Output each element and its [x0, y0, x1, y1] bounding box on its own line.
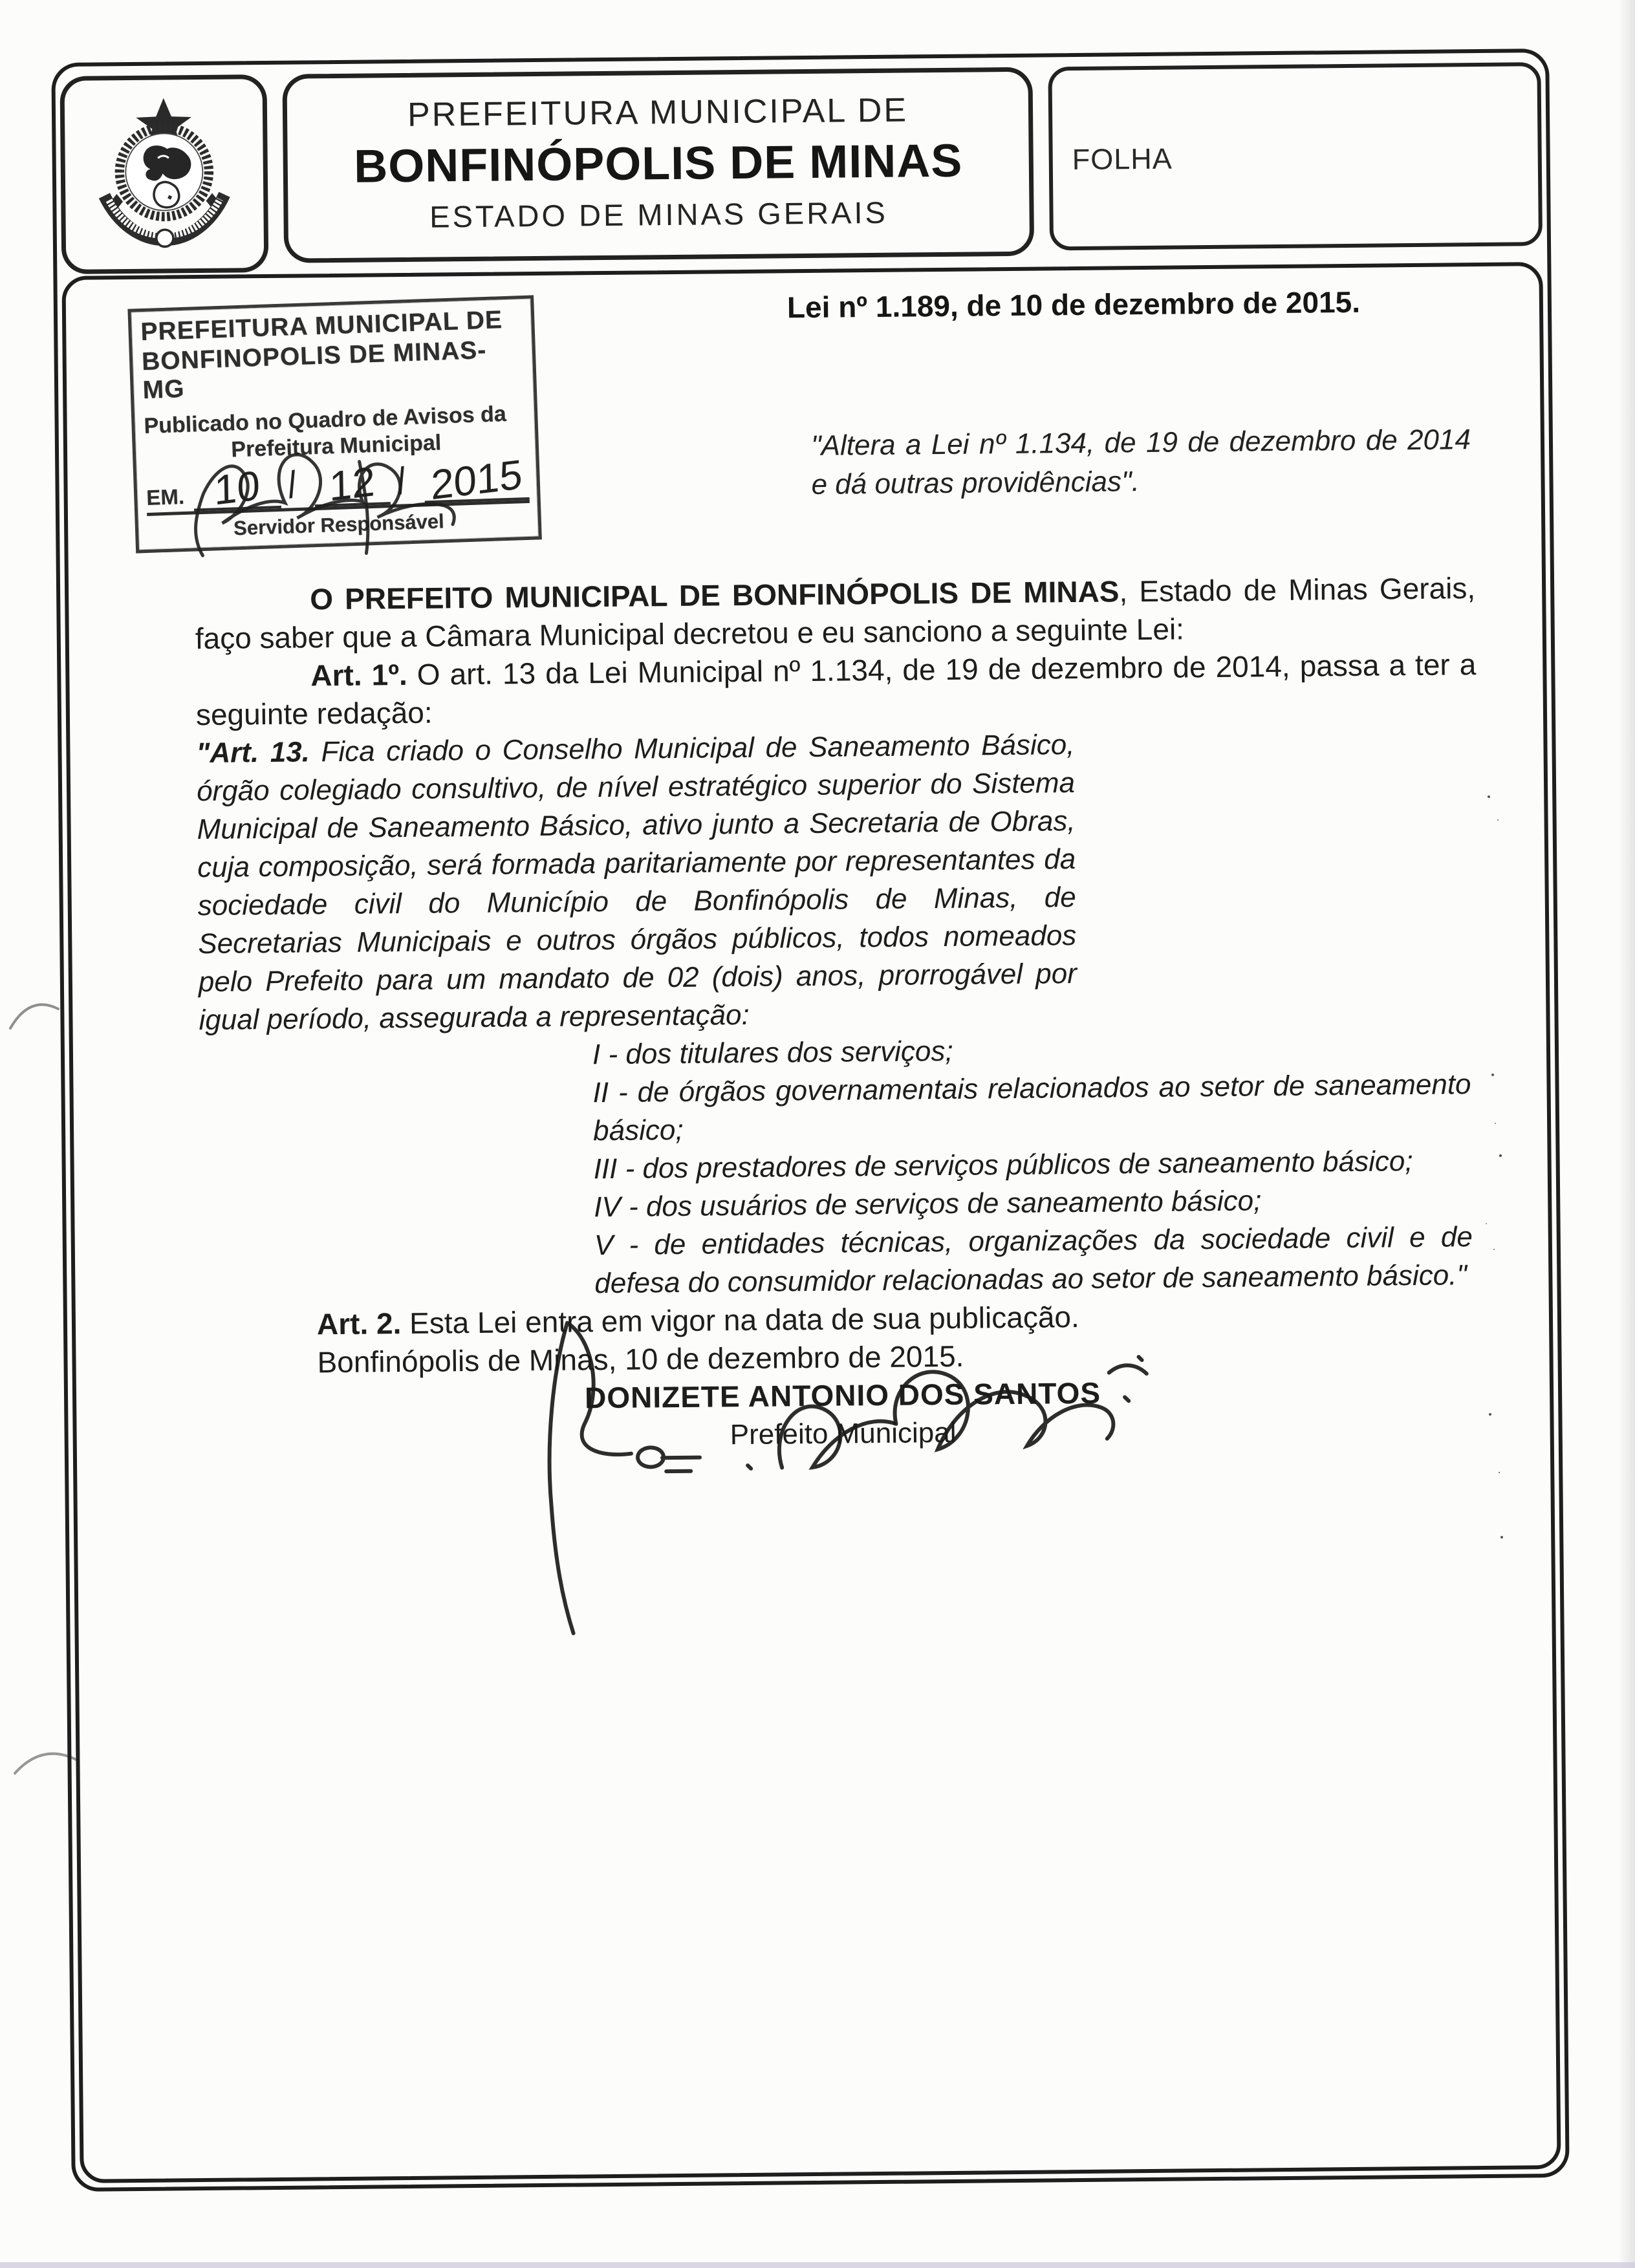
article-2-text: Esta Lei entra em vigor na data de sua publicação. — [401, 1300, 1079, 1341]
letterhead — [60, 62, 1543, 268]
letterhead-line1: PREFEITURA MUNICIPAL DE — [407, 91, 909, 134]
folha-label: FOLHA — [1072, 142, 1173, 177]
margin-curve-mark — [8, 991, 66, 1036]
item-IV: IV - dos usuários de serviços de saneamento básico; — [594, 1185, 1262, 1224]
stamp-line1: PREFEITURA MUNICIPAL DE — [140, 306, 503, 347]
folha-box — [1048, 62, 1543, 250]
stamp-line4: Prefeitura Municipal — [230, 430, 442, 462]
stamp-line2: BONFINOPOLIS DE MINAS-MG — [141, 336, 487, 405]
article-13-items — [592, 1027, 1473, 1302]
handwritten-day: 10 — [213, 461, 261, 514]
scan-edge-shading — [1618, 0, 1635, 2268]
handwritten-year: 2015 — [430, 450, 523, 509]
stamp-role-label: Servidor Responsável — [147, 500, 531, 550]
item-V: V - de entidades técnicas, organizações da sociedade civil e de defesa do consumidor relacionadas ao setor de saneamento básico." — [594, 1221, 1473, 1300]
article-1-label: Art. 1º. — [310, 657, 408, 693]
signer-name: DONIZETE ANTONIO DOS SANTOS — [584, 1376, 1101, 1415]
scan-bottom-line — [0, 2262, 1635, 2268]
article-13-quote — [196, 726, 1077, 1039]
stamp-line3: Publicado no Quadro de Avisos da — [143, 401, 507, 439]
signer-role: Prefeito Municipal — [730, 1416, 957, 1451]
handwritten-slash: / — [283, 463, 301, 507]
stamp-date-year-field — [423, 450, 530, 509]
place-and-date-line: Bonfinópolis de Minas, 10 de dezembro de 2015. — [317, 1339, 964, 1379]
coat-of-arms-icon — [86, 92, 243, 255]
law-body — [195, 569, 1484, 1459]
article-1-text: O art. 13 da Lei Municipal nº 1.134, de 19 de dezembro de 2014, passa a ter a seguinte redação: — [195, 647, 1477, 732]
handwritten-month: 12 — [329, 457, 376, 510]
stamp-date-month-field — [314, 457, 391, 510]
item-III: III - dos prestadores de serviços públicos de saneamento básico; — [593, 1145, 1413, 1185]
stamp-date-label: EM. — [146, 484, 185, 510]
article-1-paragraph — [195, 645, 1477, 734]
preamble-paragraph — [195, 569, 1476, 658]
item-II: II - de órgãos governamentais relacionados ao setor de saneamento básico; — [592, 1068, 1471, 1147]
page-inner-border — [61, 262, 1561, 2183]
municipal-coat-of-arms-box — [60, 74, 268, 274]
handwritten-slash: / — [393, 459, 411, 503]
publication-stamp — [127, 295, 541, 553]
article-13-label: "Art. 13. — [196, 736, 310, 770]
article-2-label: Art. 2. — [316, 1306, 402, 1341]
item-I: I - dos titulares dos serviços; — [592, 1035, 953, 1071]
stamp-date-day-field — [193, 461, 281, 514]
document-sheet — [51, 49, 1569, 2192]
article-13-text: Fica criado o Conselho Municipal de Saneamento Básico, órgão colegiado consultivo, de nível estratégico superior do Sistema Municipal de Saneamento Básico, ativo junto a Secretaria de Obras, cuja composição, será formada paritariamente por representantes da sociedade civil do Município de Bonfinópolis de Minas, de Secretarias Municipais e outros órgãos públicos, todos nomeados pelo Prefeito para um mandato de 02 (dois) anos, prorrogável por igual período, assegurada a representação: — [196, 729, 1077, 1037]
letterhead-title-box — [282, 67, 1034, 263]
law-title: Lei nº 1.189, de 10 de dezembro de 2015. — [786, 285, 1361, 325]
preamble-bold: O PREFEITO MUNICIPAL DE BONFINÓPOLIS DE MINAS — [309, 574, 1120, 616]
letterhead-municipality-name: BONFINÓPOLIS DE MINAS — [353, 135, 963, 193]
law-epigraph: "Altera a Lei nº 1.134, de 19 de dezembro de 2014 e dá outras providências". — [810, 424, 1471, 501]
letterhead-state-line: ESTADO DE MINAS GERAIS — [429, 195, 889, 234]
preamble-rest: , Estado de Minas Gerais, faço saber que a Câmara Municipal decretou e eu sanciono a seguinte Lei: — [195, 571, 1476, 656]
